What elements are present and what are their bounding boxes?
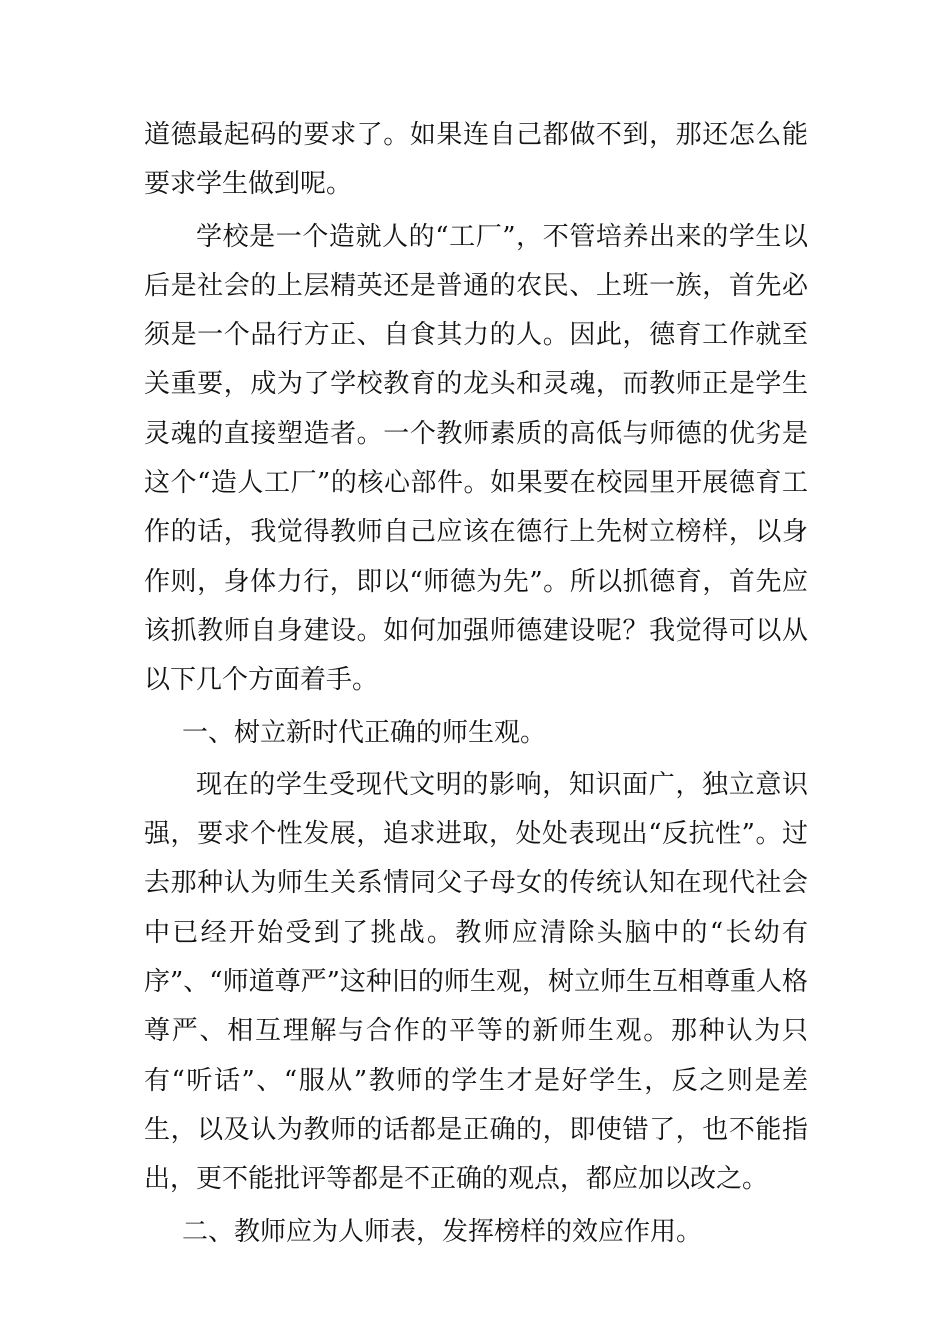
paragraph-teacher-student-view: 现在的学生受现代文明的影响，知识面广，独立意识强，要求个性发展，追求进取，处处表现出“反抗性”。过去那种认为师生关系情同父子母女的传统认知在现代社会中已经开始受到了挑战。教师应清除头脑中的“长幼有序”、“师道尊严”这种旧的师生观，树立师生互相尊重人格尊严、相互理解与合作的平等的新师生观。那种认为只有“听话”、“服从”教师的学生才是好学生，反之则是差生，以及认为教师的话都是正确的，即使错了，也不能指出，更不能批评等都是不正确的观点，都应加以改之。 — [144, 769, 808, 1195]
section-heading-1: 一、树立新时代正确的师生观。 — [181, 717, 546, 748]
paragraph-continuation: 道德最起码的要求了。如果连自己都做不到，那还怎么能要求学生做到呢。 — [144, 120, 808, 200]
document-page — [144, 111, 808, 1257]
paragraph-school-factory: 学校是一个造就人的“工厂”，不管培养出来的学生以后是社会的上层精英还是普通的农民、上班一族，首先必须是一个品行方正、自食其力的人。因此，德育工作就至关重要，成为了学校教育的龙头和灵魂，而教师正是学生灵魂的直接塑造者。一个教师素质的高低与师德的优劣是这个“造人工厂”的核心部件。如果要在校园里开展德育工作的话，我觉得教师自己应该在德行上先树立榜样，以身作则，身体力行，即以“师德为先”。所以抓德育，首先应该抓教师自身建设。如何加强师德建设呢？我觉得可以从以下几个方面着手。 — [144, 221, 808, 696]
section-heading-2: 二、教师应为人师表，发挥榜样的效应作用。 — [181, 1216, 702, 1247]
